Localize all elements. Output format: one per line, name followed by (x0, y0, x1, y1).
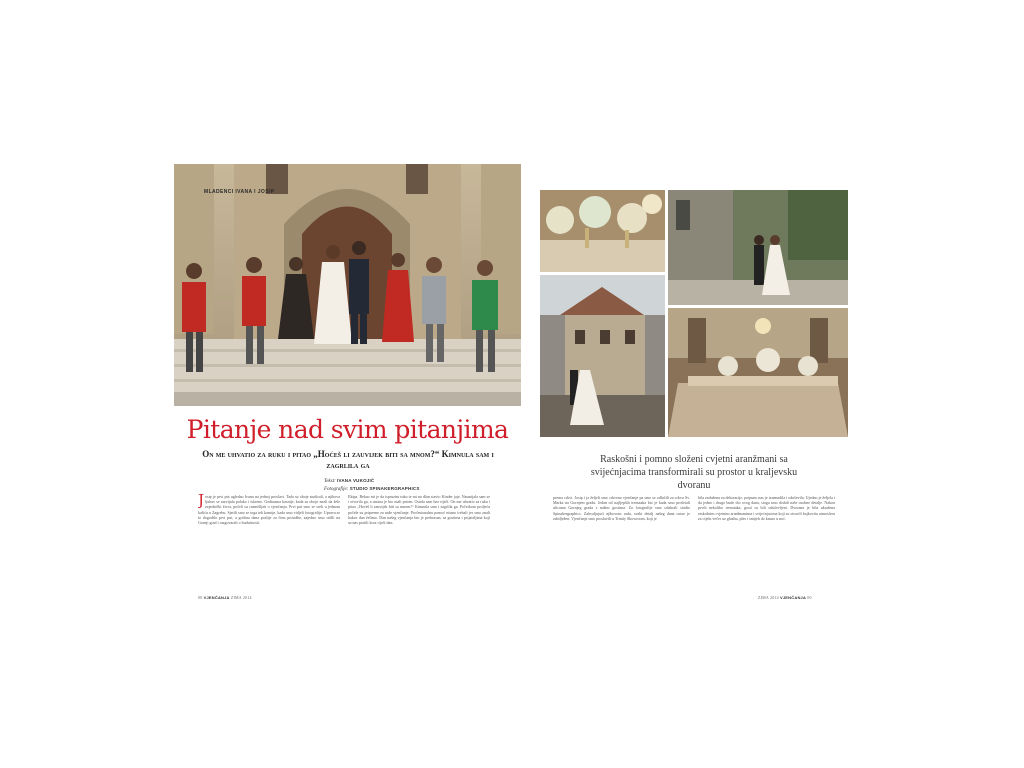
couple-street-photo (668, 190, 848, 305)
magazine-name: VJENČANJA (203, 595, 230, 600)
text-column (553, 495, 690, 567)
page-number: 00 (807, 595, 812, 600)
wedding-party-photo (174, 164, 521, 406)
photo-credit-author: STUDIO SPINAKERGRAPHICS (349, 486, 420, 491)
text-column (698, 495, 835, 567)
article-subhead: On me uhvatio za ruku i pitao „Hoćeš li zauvijek biti sa mnom?“ Kimnula sam i zagrlila ga (202, 449, 494, 470)
column-text: prema crkvi. Josip i ja željeli smo crkveno vjenčanje pa smo se odlučili za crkvu Sv. Marka na Gornjem gradu. Jedan od najljepših trenutaka bio je kada smo prošetali ulicama Gornjeg grada s našim gostima. Za fotografije smo odabrali studio Spinakergraphics. Zahvaljujući njihovom radu, svaki detalj našeg dana ostao je zabilježen. Vjenčanje smo proslavili u Trinity Showroom, koji je (553, 495, 690, 521)
right-folio (758, 595, 812, 600)
page-number: 00 (198, 595, 203, 600)
text-credit-label: Tekst: (324, 479, 336, 484)
text-column (348, 494, 490, 564)
drop-cap: J (198, 494, 205, 509)
article-credits (324, 477, 420, 493)
left-page (174, 164, 521, 608)
banquet-hall-photo (668, 308, 848, 437)
text-column (198, 494, 340, 564)
left-body-text (198, 494, 490, 564)
column-text: osip je prvi put ugledao Ivanu na jednoj proslavi. Tada su oboje studirali, a njihova ljubav se razvijala polako i iskreno. Godinama kasnije, kada su oboje znali da žele zajednički život, počeli su razmišljati o vjenčanju. Prvi put smo se sreli u jednom kafiću u Zagrebu. Sjetili smo se toga tek kasnije, kada smo vidjeli fotografije. Uprava se to dogodilo prvi put, a godinu dana poslije za činu prosidbe, zajedno smo otišli na Gornji grad i razgovarali o budućnosti. (198, 494, 340, 526)
column-text: Ekipa. Rekao mi je da ispruzim ruku te mi na dlan stavio Kinder jaje. Nasmijala sam se i otvorila ga, a unutra je bio mali prsten. Ostala sam bez riječi. On me uhvatio za ruku i pitao „Hoćeš li zauvijek biti sa mnom?“ Kimnula sam i zagrlila ga. Početkom proljeća počele su pripreme za naše vjenčanje. Profesionalnu pomoć nismo trebali jer smo znali kakav dan želimo. Dan našeg vjenčanja bio je prekrasan, sa gostima i prijateljima koji su nas pratili kroz cijeli dan. (348, 494, 490, 526)
left-folio (198, 595, 252, 600)
photo-credit-label: Fotografije: (324, 487, 349, 492)
magazine-name: VJENČANJA (780, 595, 807, 600)
issue-label: ZIMA 2014 (758, 595, 779, 600)
text-credit-author: IVANA VUKOJIĆ (337, 478, 375, 483)
right-page (540, 190, 848, 608)
right-body-text (553, 495, 835, 567)
couple-courtyard-photo (540, 275, 665, 437)
column-text: bila zaduženа za dekoracije, potpuno nas je iznenadila i oduševila. Ujedno je željela i da jedno i drugo bude dio ovog dana, stoga smo dodali naše osobne detalje. Nakon prvih nekoliko trenutaka, gosti su bili oduševljeni. Dvorana je bila ukrašena raskošnim cvjetnim aranžmanima i svijećnjacima koji su stvorili bajkovitu atmosferu za cijelu večer uz glazbu, ples i smijeh do kasno u noć. (698, 495, 835, 521)
photo-caption: Raskošni i pomno složeni cvjetni aranžmani sa svijećnjacima transformirali su prostor u kraljevsku dvoranu (590, 454, 798, 491)
section-label: MLADENCI IVANA I JOSIP (204, 189, 275, 195)
issue-label: ZIMA 2014 (230, 595, 252, 600)
table-flowers-photo (540, 190, 665, 272)
article-headline: Pitanje nad svim pitanjima (186, 415, 509, 444)
